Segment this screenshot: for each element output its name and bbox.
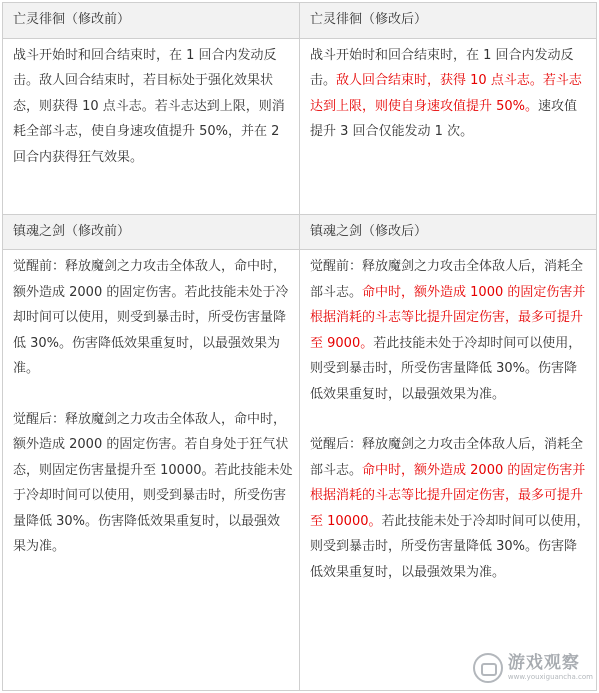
cell-skill1-after-title: 亡灵徘徊（修改后）: [300, 3, 597, 39]
table-row: [3, 38, 597, 214]
changed-text-segment: 敌人回合结束时，获得 10 点斗志。若斗志达到上限，则使自身速攻值提升 50%。: [310, 73, 582, 114]
changed-text-segment: 命中时，额外造成 1000 的固定伤害并根据消耗的斗志等比提升固定伤害，最多可提升至 9000。: [310, 284, 586, 351]
cell-skill2-after-text: [300, 250, 597, 691]
text-segment: 战斗开始时和回合结束时，在 1 回合内发动反击。: [310, 47, 574, 88]
cell-skill2-before-title: 镇魂之剑（修改前）: [3, 214, 300, 250]
paragraph-before-awakening: [310, 254, 590, 407]
cell-skill1-before-text: 战斗开始时和回合结束时，在 1 回合内发动反击。敌人回合结束时，若目标处于强化效果状态，则获得 10 点斗志。若斗志达到上限，则消耗全部斗志，使自身速攻值提升 50%，并在 2 回合内获得狂气效果。: [3, 38, 300, 214]
watermark: [473, 653, 593, 683]
cell-skill1-after-text: [300, 38, 597, 214]
text-segment: 若此技能未处于冷却时间可以使用，则受到暴击时，所受伤害量降低 30%。伤害降低效果重复时，以最强效果为准。: [310, 335, 582, 402]
paragraph-after-awakening: 觉醒后：释放魔剑之力攻击全体敌人，命中时，额外造成 2000 的固定伤害。若自身处于狂气状态，则固定伤害量提升至 10000。若此技能未处于冷却时间可以使用，则受到暴击时，所受伤害量降低 30%。伤害降低效果重复时，以最强效果为准。: [13, 411, 293, 554]
text-segment: 若此技能未处于冷却时间可以使用，则受到暴击时，所受伤害量降低 30%。伤害降低效果重复时，以最强效果为准。: [310, 513, 590, 580]
cell-skill1-before-title: 亡灵徘徊（修改前）: [3, 3, 300, 39]
table-row: [3, 3, 597, 39]
paragraph-after-awakening: [310, 432, 590, 585]
cell-skill2-after-title: 镇魂之剑（修改后）: [300, 214, 597, 250]
watermark-url: www.youxiguancha.com: [507, 673, 593, 681]
watermark-name: 游戏观察: [507, 653, 580, 673]
text-segment: 觉醒前：释放魔剑之力攻击全体敌人后，消耗全部斗志。: [310, 259, 584, 300]
table-row: [3, 214, 597, 250]
watermark-text: [508, 655, 593, 681]
text-segment: 觉醒后：释放魔剑之力攻击全体敌人后，消耗全部斗志。: [310, 437, 584, 478]
gamepad-logo-icon: [473, 653, 503, 683]
text-segment: 速攻值提升 3 回合仅能发动 1 次。: [310, 98, 578, 139]
comparison-table: [2, 2, 597, 691]
changed-text-segment: 命中时，额外造成 2000 的固定伤害并根据消耗的斗志等比提升固定伤害，最多可提升至 10000。: [310, 462, 586, 529]
table-row: [3, 250, 597, 691]
paragraph-before-awakening: 觉醒前：释放魔剑之力攻击全体敌人，命中时，额外造成 2000 的固定伤害。若此技能未处于冷却时间可以使用，则受到暴击时，所受伤害量降低 30%。伤害降低效果重复时，以最强效果为准。: [13, 259, 289, 376]
cell-skill2-before-text: [3, 250, 300, 691]
